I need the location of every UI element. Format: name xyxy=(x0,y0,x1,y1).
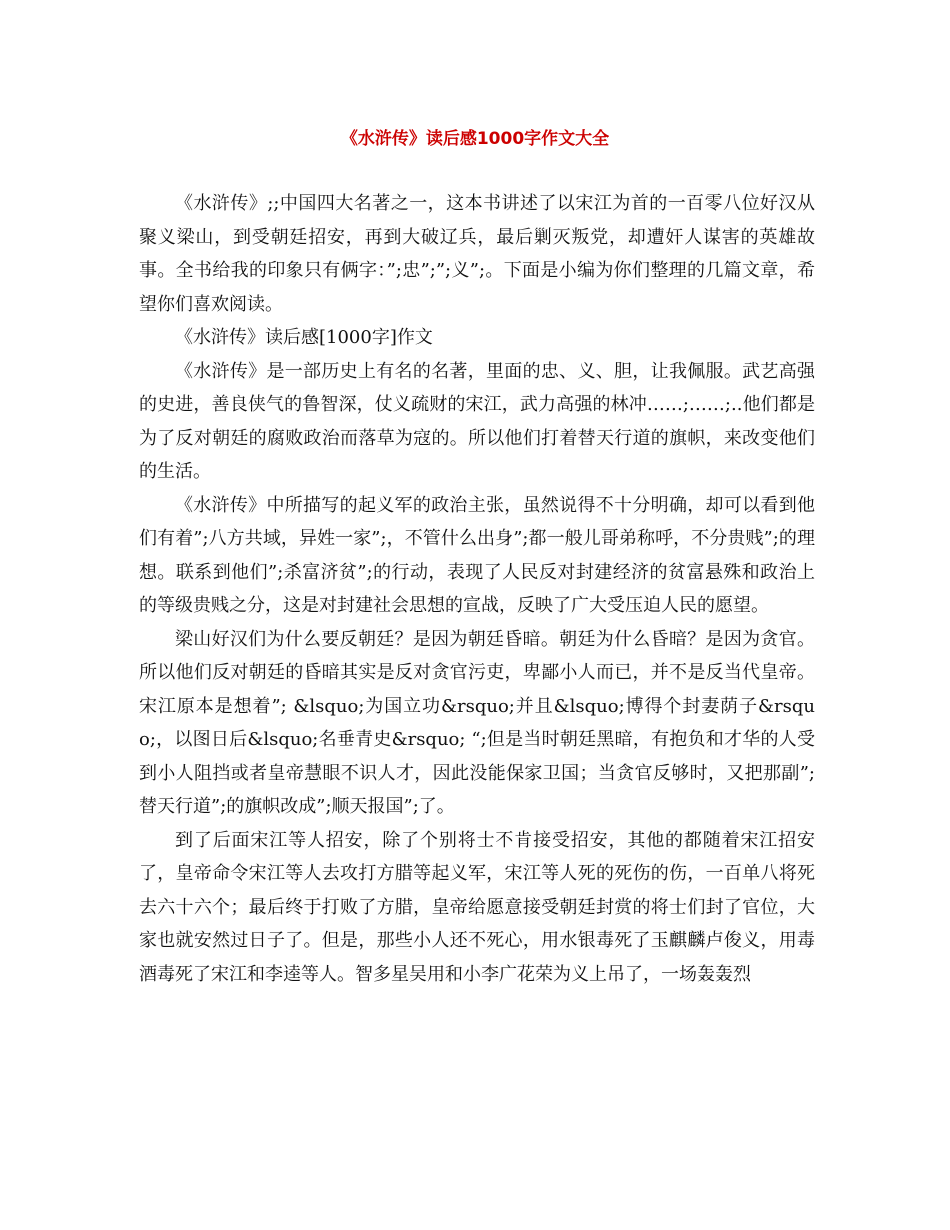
document-body xyxy=(139,187,815,991)
paragraph-intro: 《水浒传》;;中国四大名著之一，这本书讲述了以宋江为首的一百零八位好汉从聚义梁山，到受朝廷招安，再到大破辽兵，最后剿灭叛党，却遭奸人谋害的英雄故事。全书给我的印象只有俩字：”;忠”;”;义”;。下面是小编为你们整理的几篇文章，希望你们喜欢阅读。 xyxy=(139,193,815,315)
paragraph-amnesty: 到了后面宋江等人招安，除了个别将士不肯接受招安，其他的都随着宋江招安了，皇帝命令宋江等人去攻打方腊等起义军，宋江等人死的死伤的伤，一百单八将死去六十六个；最后终于打败了方腊，皇帝给愿意接受朝廷封赏的将士们封了官位，大家也就安然过日子了。但是，那些小人还不死心，用水银毒死了玉麒麟卢俊义，用毒酒毒死了宋江和李逵等人。智多星吴用和小李广花荣为义上吊了，一场轰轰烈 xyxy=(139,829,815,985)
paragraph-political-ideas: 《水浒传》中所描写的起义军的政治主张，虽然说得不十分明确，却可以看到他们有着”;八方共域，异姓一家”;，不管什么出身”;都一般儿哥弟称呼，不分贵贱”;的理想。联系到他们”;杀富济贫”;的行动，表现了人民反对封建经济的贫富悬殊和政治上的等级贵贱之分，这是对封建社会思想的宣战，反映了广大受压迫人民的愿望。 xyxy=(139,494,815,616)
paragraph-why-rebel: 梁山好汉们为什么要反朝廷？是因为朝廷昏暗。朝廷为什么昏暗？是因为贪官。所以他们反对朝廷的昏暗其实是反对贪官污吏，卑鄙小人而已，并不是反当代皇帝。宋江原本是想着”; &lsquo;为国立功&rsquo;并且&lsquo;博得个封妻荫子&rsquo;，以图日后&lsquo;名垂青史&rsquo; “;但是当时朝廷黑暗，有抱负和才华的人受到小人阻挡或者皇帝慧眼不识人才，因此没能保家卫国；当贪官反够时，又把那副”;替天行道”;的旗帜改成”;顺天报国”;了。 xyxy=(139,628,815,817)
paragraph-characters: 《水浒传》是一部历史上有名的名著，里面的忠、义、胆，让我佩服。武艺高强的史进，善良侠气的鲁智深，仗义疏财的宋江，武力高强的林冲……;……;..他们都是为了反对朝廷的腐败政治而落草为寇的。所以他们打着替天行道的旗帜，来改变他们的生活。 xyxy=(139,360,815,482)
document-title: 《水浒传》读后感1000字作文大全 xyxy=(340,129,610,149)
paragraph-subheading: 《水浒传》读后感[1000字]作文 xyxy=(175,327,433,348)
